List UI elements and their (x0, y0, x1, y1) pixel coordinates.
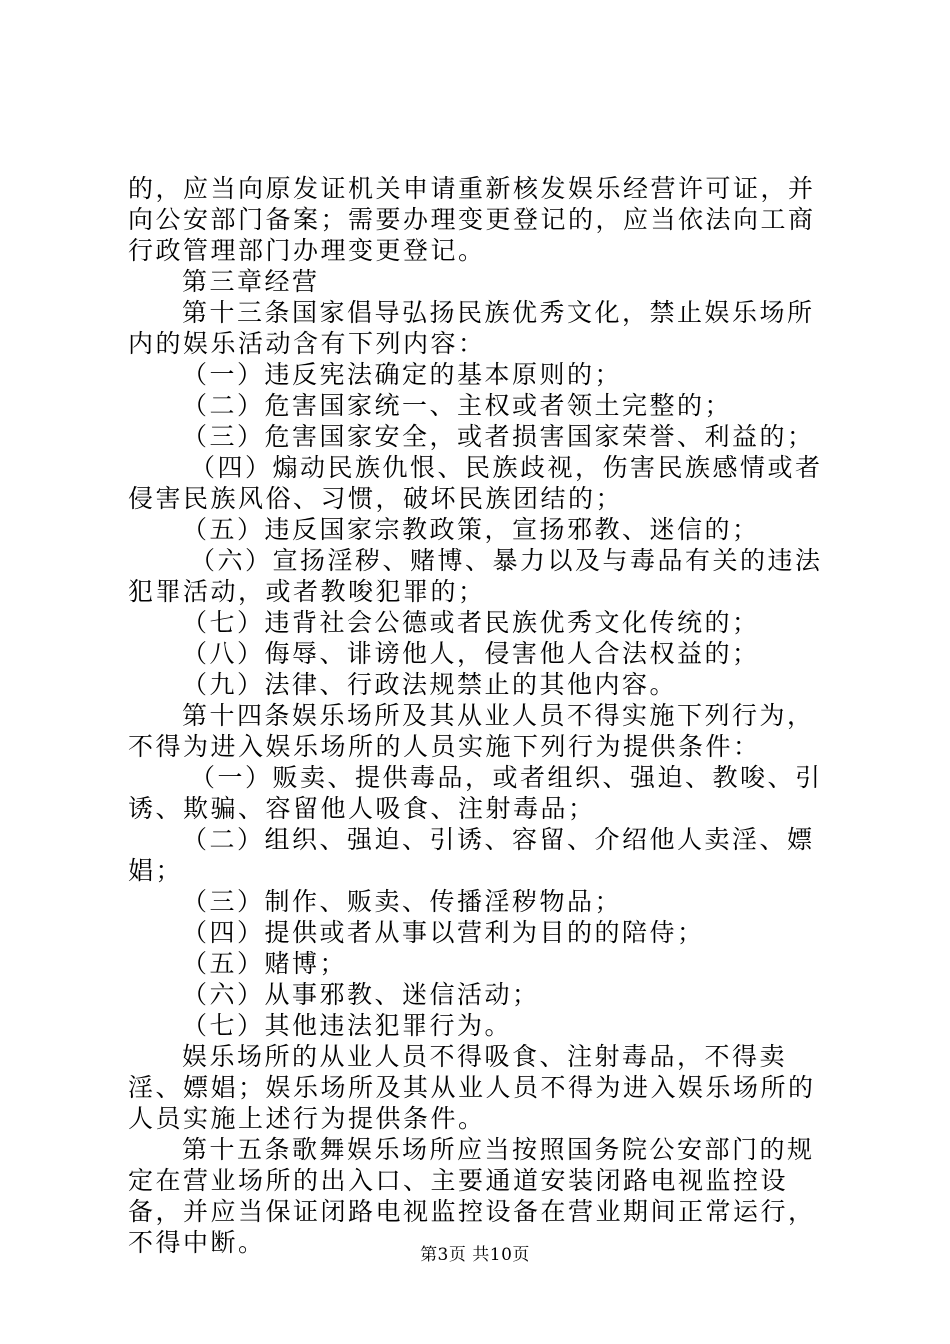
paragraph: （六）宣扬淫秽、赌博、暴力以及与毒品有关的违法犯罪活动，或者教唆犯罪的； (128, 546, 823, 606)
page-footer: 第3页 共10页 (420, 1245, 530, 1265)
paragraph: 第十五条歌舞娱乐场所应当按照国务院公安部门的规定在营业场所的出入口、主要通道安装闭路电视监控设备，并应当保证闭路电视监控设备在营业期间正常运行，不得中断。 (128, 1135, 816, 1257)
paragraph: （四）煽动民族仇恨、民族歧视，伤害民族感情或者侵害民族风俗、习惯，破坏民族团结的； (128, 453, 823, 513)
paragraph: （八）侮辱、诽谤他人，侵害他人合法权益的； (182, 639, 760, 668)
paragraph: （二）组织、强迫、引诱、容留、介绍他人卖淫、嫖娼； (128, 825, 815, 885)
paragraph: 的，应当向原发证机关申请重新核发娱乐经营许可证，并向公安部门备案；需要办理变更登记的，应当依法向工商行政管理部门办理变更登记。 (128, 174, 816, 265)
paragraph: 第十三条国家倡导弘扬民族优秀文化，禁止娱乐场所内的娱乐活动含有下列内容： (128, 298, 815, 358)
paragraph: （七）违背社会公德或者民族优秀文化传统的； (182, 608, 760, 637)
paragraph: （五）赌博； (182, 949, 348, 978)
paragraph: 娱乐场所的从业人员不得吸食、注射毒品，不得卖淫、嫖娼；娱乐场所及其从业人员不得为进入娱乐场所的人员实施上述行为提供条件。 (128, 1042, 816, 1133)
paragraph: 第三章经营 (182, 267, 320, 296)
document-body (128, 173, 833, 1258)
paragraph: （三）制作、贩卖、传播淫秽物品； (182, 887, 623, 916)
paragraph: （七）其他违法犯罪行为。 (182, 1011, 513, 1040)
paragraph: 第十四条娱乐场所及其从业人员不得实施下列行为，不得为进入娱乐场所的人员实施下列行为提供条件： (128, 701, 815, 761)
paragraph: （四）提供或者从事以营利为目的的陪侍； (182, 918, 705, 947)
paragraph: （五）违反国家宗教政策，宣扬邪教、迷信的； (182, 515, 760, 544)
paragraph: （六）从事邪教、迷信活动； (182, 980, 540, 1009)
paragraph: （九）法律、行政法规禁止的其他内容。 (182, 670, 678, 699)
paragraph: （一）贩卖、提供毒品，或者组织、强迫、教唆、引诱、欺骗、容留他人吸食、注射毒品； (128, 763, 823, 823)
paragraph: （二）危害国家统一、主权或者领土完整的； (182, 391, 733, 420)
paragraph: （三）危害国家安全，或者损害国家荣誉、利益的； (182, 422, 815, 451)
paragraph: （一）违反宪法确定的基本原则的； (182, 360, 623, 389)
